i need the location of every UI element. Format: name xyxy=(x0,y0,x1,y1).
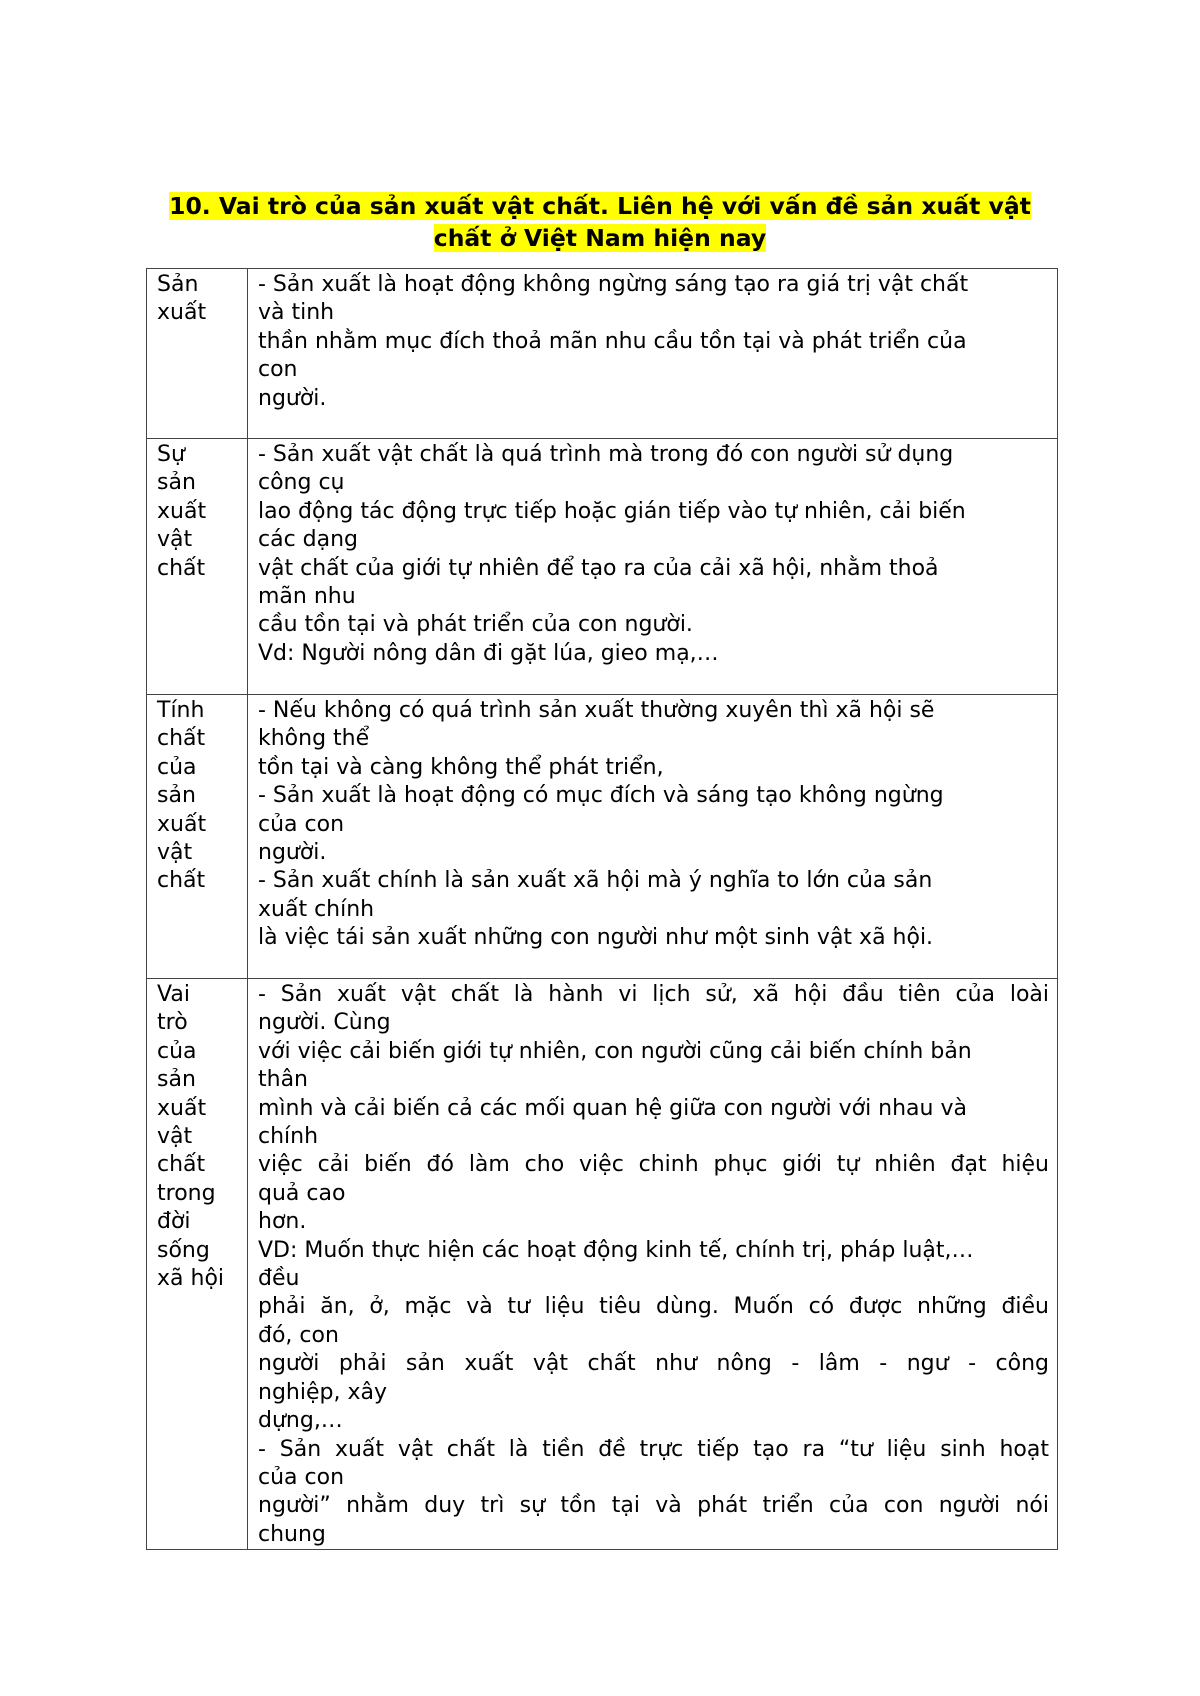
definition-line: - Sản xuất là hoạt động không ngừng sáng tạo ra giá trị vật chất xyxy=(258,272,969,297)
term-word: vật xyxy=(157,1124,193,1150)
definition-line: của con xyxy=(258,1464,345,1490)
definition-cell xyxy=(248,439,1058,695)
term-word: Sự xyxy=(157,442,185,467)
definition-line: hơn. xyxy=(258,1209,307,1235)
definition-line: người” nhằm duy trì sự tồn tại và phát triển của con người nói xyxy=(258,1493,1049,1519)
table-row xyxy=(147,695,1058,979)
definition-line: với việc cải biến giới tự nhiên, con người cũng cải biến chính bản xyxy=(258,1038,972,1064)
definition-line: - Sản xuất là hoạt động có mục đích và sáng tạo không ngừng xyxy=(258,783,944,809)
definition-line: dựng,… xyxy=(258,1408,343,1434)
definition-cell xyxy=(248,695,1058,979)
definition-line: người. xyxy=(258,385,327,411)
term-word: của xyxy=(157,754,197,780)
definition-line: - Sản xuất chính là sản xuất xã hội mà ý nghĩa to lớn của sản xyxy=(258,868,933,894)
definition-line: mãn nhu xyxy=(258,584,356,610)
term-word: chất xyxy=(157,868,206,894)
definition-line: của con xyxy=(258,811,345,837)
term-word: xuất xyxy=(157,811,207,837)
definition-line: - Nếu không có quá trình sản xuất thường xuyên thì xã hội sẽ xyxy=(258,698,935,723)
term-cell xyxy=(147,695,248,979)
term-word: sản xyxy=(157,1067,196,1093)
definition-line: - Sản xuất vật chất là hành vi lịch sử, xã hội đầu tiên của loài xyxy=(258,982,1049,1007)
term-cell xyxy=(147,979,248,1550)
table-row xyxy=(147,979,1058,1550)
term-word: đời xyxy=(157,1209,191,1235)
definition-line: các dạng xyxy=(258,527,359,553)
term-word: chất xyxy=(157,726,206,752)
definition-line: phải ăn, ở, mặc và tư liệu tiêu dùng. Muốn có được những điều xyxy=(258,1294,1049,1320)
term-word: sống xyxy=(157,1237,210,1263)
definition-line: tồn tại và càng không thể phát triển, xyxy=(258,754,664,780)
definition-line: người phải sản xuất vật chất như nông - lâm - ngư - công xyxy=(258,1351,1049,1377)
table-row xyxy=(147,439,1058,695)
content-table xyxy=(146,268,1058,1550)
term-word: xuất xyxy=(157,498,207,524)
term-word: vật xyxy=(157,527,193,553)
term-cell xyxy=(147,439,248,695)
term-cell xyxy=(147,269,248,439)
definition-line: việc cải biến đó làm cho việc chinh phục giới tự nhiên đạt hiệu xyxy=(258,1152,1049,1178)
definition-line: xuất chính xyxy=(258,896,375,922)
term-word: Sản xyxy=(157,272,199,297)
term-word: xã hội xyxy=(157,1266,225,1292)
definition-line: thần nhằm mục đích thoả mãn nhu cầu tồn tại và phát triển của xyxy=(258,328,967,354)
definition-line: - Sản xuất vật chất là tiền đề trực tiếp tạo ra “tư liệu sinh hoạt xyxy=(258,1436,1049,1462)
term-word: sản xyxy=(157,783,196,809)
term-word: trong xyxy=(157,1180,216,1206)
definition-line: người. Cùng xyxy=(258,1010,391,1036)
definition-line: VD: Muốn thực hiện các hoạt động kinh tế, chính trị, pháp luật,… xyxy=(258,1237,974,1263)
definition-line: đều xyxy=(258,1266,300,1292)
definition-line: công cụ xyxy=(258,470,345,496)
title-line-2: chất ở Việt Nam hiện nay xyxy=(433,224,767,252)
term-word: của xyxy=(157,1038,197,1064)
term-word: vật xyxy=(157,840,193,866)
term-word: xuất xyxy=(157,1095,207,1121)
term-word: trò xyxy=(157,1010,188,1036)
document-title xyxy=(140,190,1060,254)
definition-line: và tinh xyxy=(258,300,335,326)
definition-line: vật chất của giới tự nhiên để tạo ra của cải xã hội, nhằm thoả xyxy=(258,555,939,581)
term-word: chất xyxy=(157,555,206,581)
definition-line: con xyxy=(258,357,298,383)
definition-line: không thể xyxy=(258,726,370,752)
definition-line: - Sản xuất vật chất là quá trình mà trong đó con người sử dụng xyxy=(258,442,954,467)
definition-line: mình và cải biến cả các mối quan hệ giữa con người với nhau và xyxy=(258,1095,967,1121)
term-word: xuất xyxy=(157,300,207,326)
definition-line: là việc tái sản xuất những con người như một sinh vật xã hội. xyxy=(258,925,934,951)
term-word: Vai xyxy=(157,982,190,1007)
table-row xyxy=(147,269,1058,439)
definition-line: lao động tác động trực tiếp hoặc gián tiếp vào tự nhiên, cải biến xyxy=(258,498,966,524)
term-word: sản xyxy=(157,470,196,496)
definition-cell xyxy=(248,269,1058,439)
definition-line: chung xyxy=(258,1521,326,1547)
definition-cell xyxy=(248,979,1058,1550)
term-word: chất xyxy=(157,1152,206,1178)
definition-line: đó, con xyxy=(258,1322,339,1348)
definition-line: thân xyxy=(258,1067,308,1093)
title-line-1: 10. Vai trò của sản xuất vật chất. Liên hệ với vấn đề sản xuất vật xyxy=(169,192,1031,220)
definition-line: cầu tồn tại và phát triển của con người. xyxy=(258,612,693,638)
definition-line: quả cao xyxy=(258,1180,346,1206)
definition-line: nghiệp, xây xyxy=(258,1379,387,1405)
term-word: Tính xyxy=(157,698,205,723)
definition-line: Vd: Người nông dân đi gặt lúa, gieo mạ,… xyxy=(258,640,719,666)
definition-line: người. xyxy=(258,840,327,866)
definition-line: chính xyxy=(258,1124,319,1150)
